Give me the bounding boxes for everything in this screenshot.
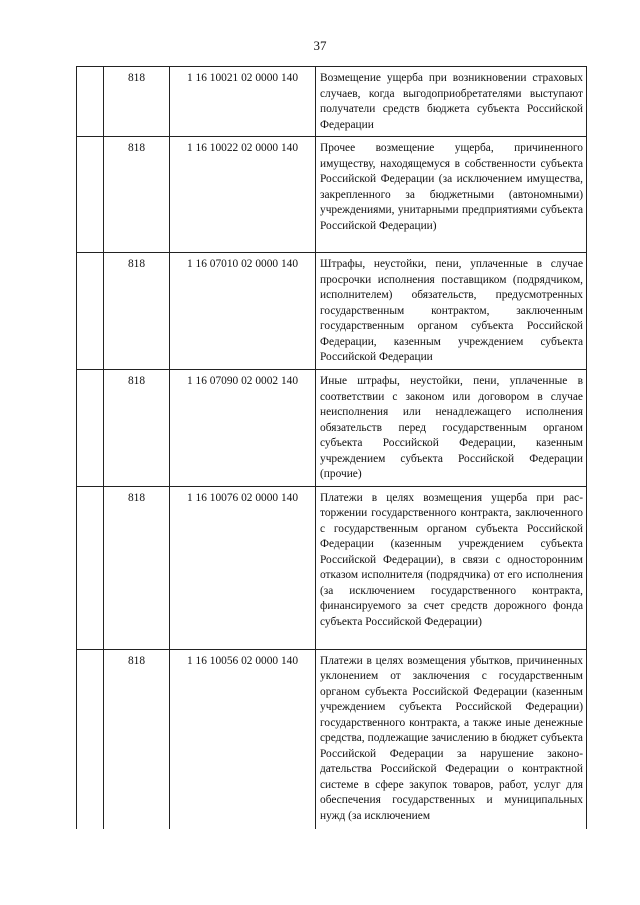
revenue-description-cell: Штрафы, неустойки, пени, уплаченные в случае просрочки исполнения поставщиком (подрядчиком, исполнителем) обязательств, предусмотренных государственным контрактом, заключенным государственным органом субъекта Российской Федерации, казенным учреждением субъекта Российской Федерации [316,253,587,370]
administrator-code-cell: 818 [104,649,170,829]
revenue-description-cell: Возмещение ущерба при возникновении страховых случаев, когда выгодоприобретателями выступают получатели средств бюджета субъекта Российской Федерации [316,67,587,137]
page-number: 37 [313,38,327,53]
row-number-cell [77,67,104,137]
row-number-cell [77,649,104,829]
table-row [77,370,587,487]
table-row [77,137,587,253]
administrator-code-cell: 818 [104,370,170,487]
row-number-cell [77,137,104,253]
revenue-codes-table [76,66,587,829]
revenue-code-cell: 1 16 07010 02 0000 140 [170,253,316,370]
revenue-description-cell: Иные штрафы, неустойки, пени, уплаченные в соответствии с законом или договором в случае неисполнения или ненадлежащего исполнения обязательств перед государственным органом субъекта Российской Федерации, казенным учреждением субъекта Российской Федерации (прочие) [316,370,587,487]
revenue-code-cell: 1 16 10056 02 0000 140 [170,649,316,829]
revenue-code-cell: 1 16 10021 02 0000 140 [170,67,316,137]
row-number-cell [77,486,104,649]
revenue-description-cell: Прочее возмещение ущерба, причиненного имуществу, находящемуся в собственности субъекта Российской Федерации (за исключением имущества, закрепленного за бюджетными (автономными) учреждениями, унитарными предприятиями субъекта Российской Федерации) [316,137,587,253]
revenue-code-cell: 1 16 10076 02 0000 140 [170,486,316,649]
administrator-code-cell: 818 [104,137,170,253]
administrator-code-cell: 818 [104,253,170,370]
revenue-description-cell: Платежи в целях возмещения ущерба при расторжении государственного контракта, заключенного с государственным органом субъекта Российской Федерации (казенным учреждением субъекта Российской Федерации), в связи с односторонним отказом исполнителя (подрядчика) от его исполнения (за исключением государственного контракта, финансируемого за счет средств дорожного фонда субъекта Российской Федерации) [316,486,587,649]
row-number-cell [77,253,104,370]
revenue-code-cell: 1 16 07090 02 0002 140 [170,370,316,487]
administrator-code-cell: 818 [104,486,170,649]
table-row [77,649,587,829]
table-row [77,67,587,137]
revenue-code-cell: 1 16 10022 02 0000 140 [170,137,316,253]
table-row [77,486,587,649]
row-number-cell [77,370,104,487]
table-row [77,253,587,370]
revenue-description-cell: Платежи в целях возмещения убытков, причиненных уклонением от заключения с государственным органом субъекта Российской Федерации (казенным учреждением субъекта Российской Федерации) государственного контракта, а также иные денежные средства, подлежащие зачислению в бюджет субъекта Российской Федерации за нарушение законодательства Российской Федерации о контрактной системе в сфере закупок товаров, работ, услуг для обеспечения государственных и муниципальных нужд (за исключением [316,649,587,829]
administrator-code-cell: 818 [104,67,170,137]
